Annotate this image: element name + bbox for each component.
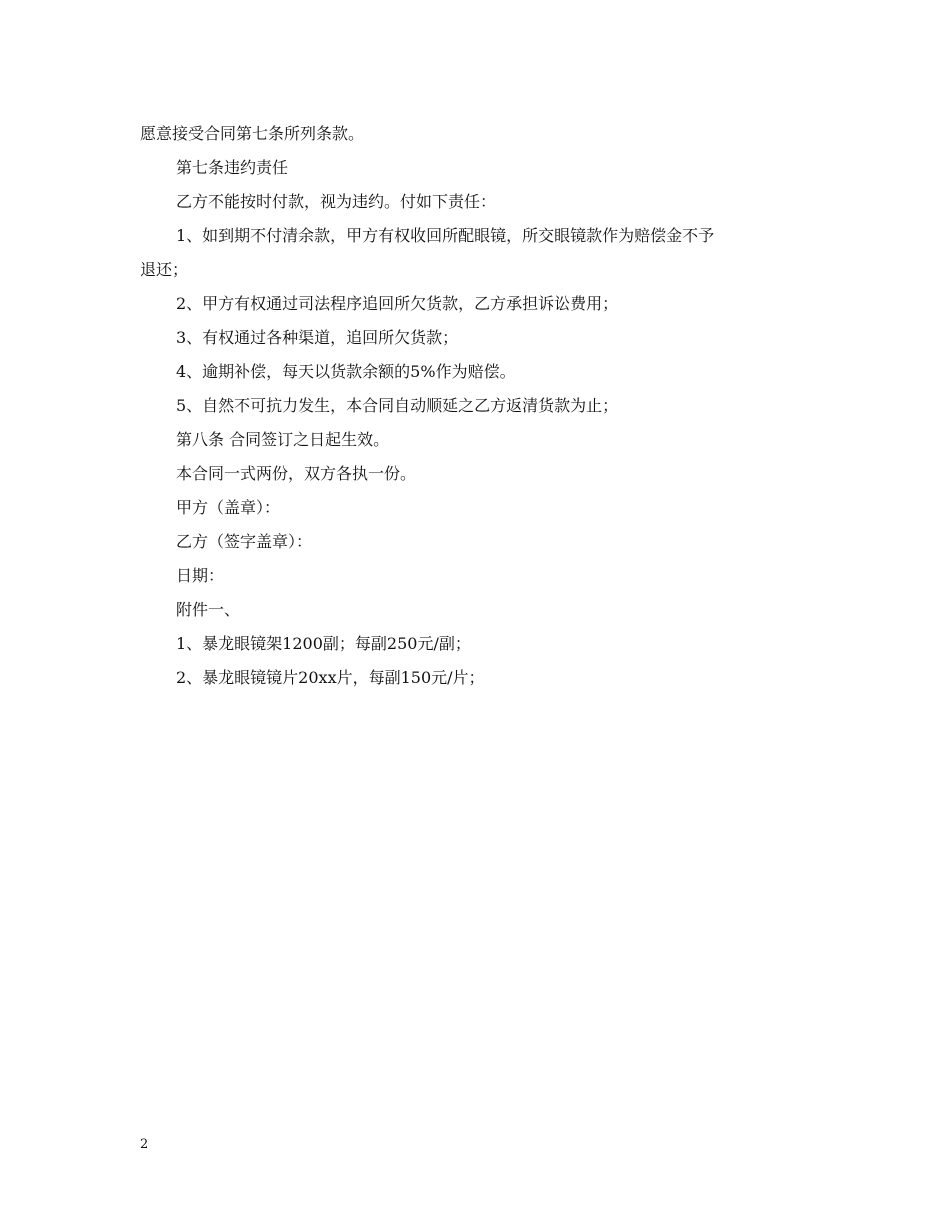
paragraph-copies: 本合同一式两份，双方各执一份。 xyxy=(176,464,417,483)
list-item-breach-5: 5、自然不可抗力发生，本合同自动顺延之乙方返清货款为止； xyxy=(176,396,619,415)
list-item-breach-1: 1、如到期不付清余款，甲方有权收回所配眼镜，所交眼镜款作为赔偿金不予 xyxy=(176,226,715,245)
document-body xyxy=(140,117,810,695)
signature-date: 日期： xyxy=(176,566,225,585)
paragraph-clause-seven-acceptance: 愿意接受合同第七条所列条款。 xyxy=(140,124,365,143)
heading-article-eight: 第八条 合同签订之日起生效。 xyxy=(176,430,390,449)
list-item-breach-1-continued: 退还； xyxy=(140,260,189,279)
attachment-item-1: 1、暴龙眼镜架1200副；每副250元/副； xyxy=(176,634,471,653)
list-item-breach-4: 4、逾期补偿，每天以货款余额的5%作为赔偿。 xyxy=(176,362,516,381)
attachment-item-2: 2、暴龙眼镜镜片20xx片，每副150元/片； xyxy=(176,668,485,687)
list-item-breach-2: 2、甲方有权通过司法程序追回所欠货款，乙方承担诉讼费用； xyxy=(176,294,619,313)
page-number: 2 xyxy=(140,1137,149,1152)
paragraph-breach-intro: 乙方不能按时付款，视为违约。付如下责任： xyxy=(176,192,497,211)
list-item-breach-3: 3、有权通过各种渠道，追回所欠货款； xyxy=(176,328,459,347)
heading-attachment-one: 附件一、 xyxy=(176,600,241,619)
heading-article-seven: 第七条违约责任 xyxy=(176,158,289,177)
signature-party-b: 乙方（签字盖章）： xyxy=(176,532,313,551)
signature-party-a: 甲方（盖章）： xyxy=(176,498,281,517)
